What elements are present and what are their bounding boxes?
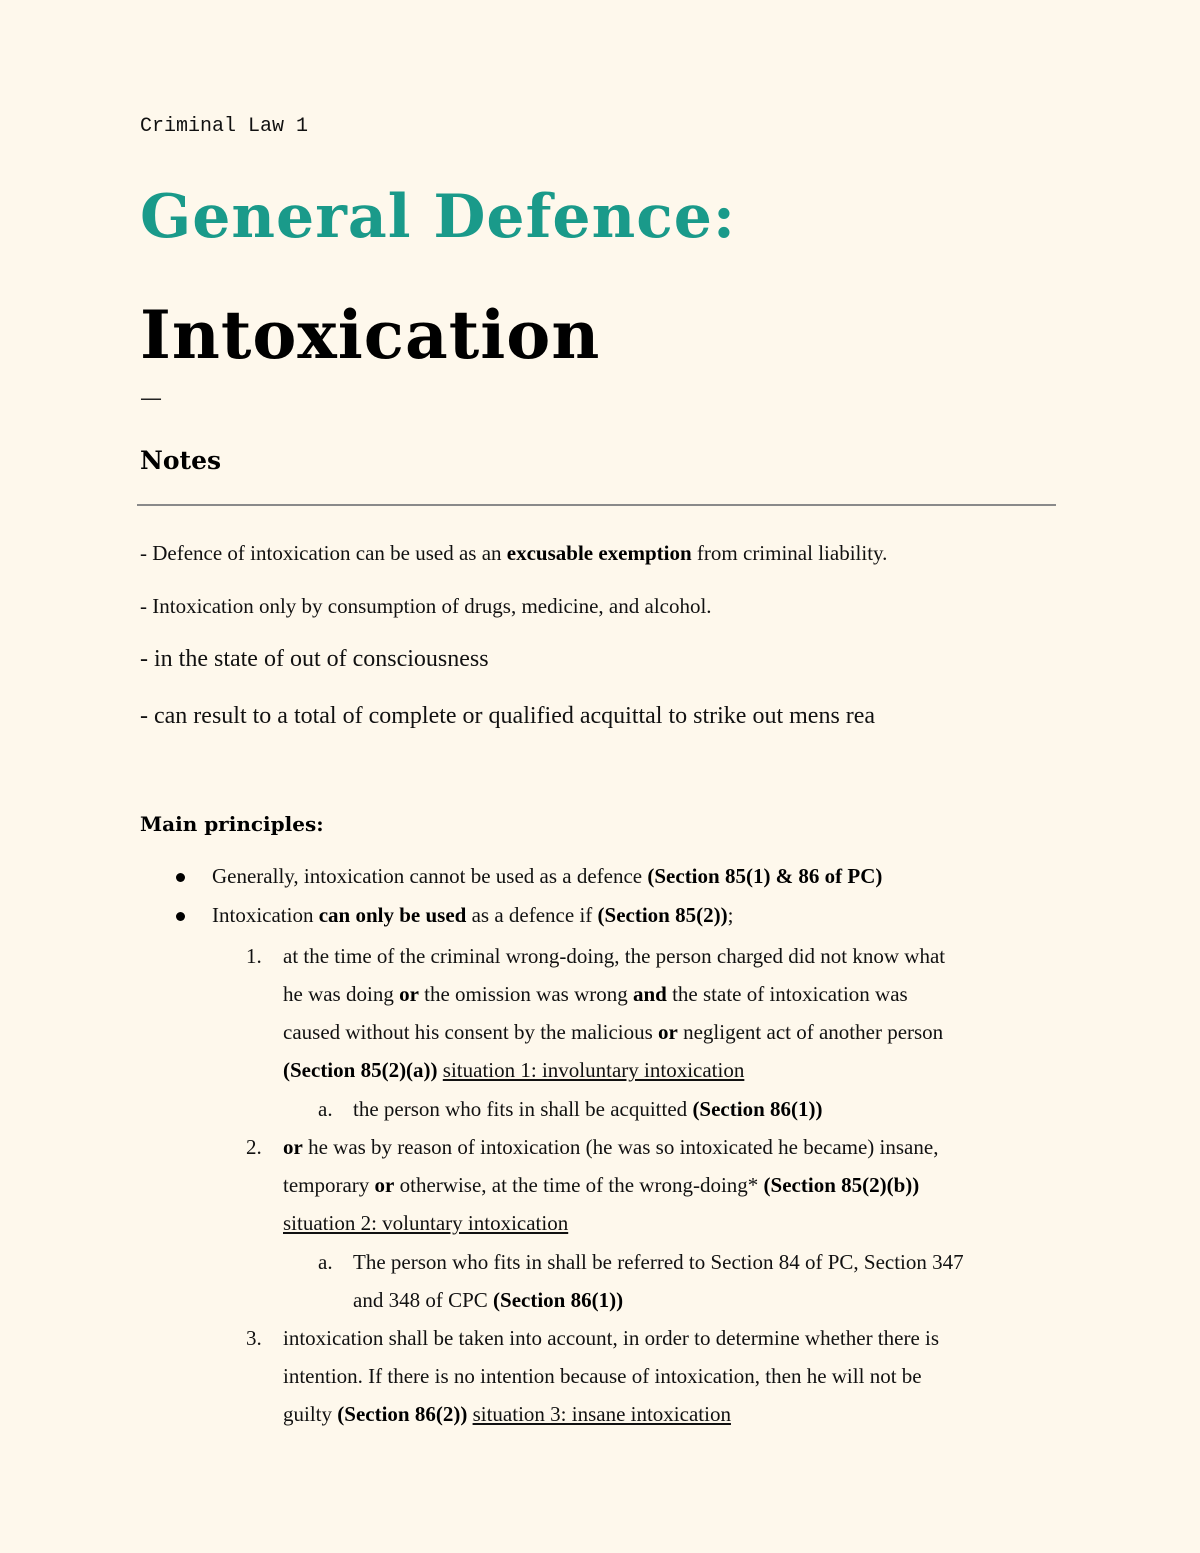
text-line bbox=[283, 1357, 1063, 1395]
text-part: the state of intoxication was bbox=[666, 982, 908, 1006]
text-line bbox=[283, 975, 1063, 1013]
bullet-dot-icon bbox=[176, 873, 185, 882]
section-reference: (Section 85(2)) bbox=[597, 903, 728, 927]
bullet-text bbox=[212, 864, 882, 889]
bullet-text bbox=[212, 903, 733, 928]
numbered-item-text bbox=[283, 1319, 1063, 1433]
text-line bbox=[283, 937, 1063, 975]
list-number: 2. bbox=[246, 1135, 262, 1159]
sub-item-text bbox=[353, 1090, 1073, 1128]
text-line bbox=[353, 1243, 1073, 1281]
bullet-text-part: Intoxication bbox=[212, 903, 319, 927]
text-line bbox=[283, 1204, 1063, 1242]
emphasis-or: or bbox=[283, 1135, 303, 1159]
main-principles-heading: Main principles: bbox=[140, 812, 324, 836]
text-part: intoxication shall be taken into account, in order to determine whether there is bbox=[283, 1326, 940, 1350]
title-dash: — bbox=[140, 386, 162, 411]
emphasis-and: and bbox=[632, 982, 667, 1006]
note-item: - Intoxication only by consumption of drugs, medicine, and alcohol. bbox=[140, 594, 712, 618]
text-part: negligent act of another person bbox=[677, 1020, 944, 1044]
section-reference: (Section 86(1)) bbox=[692, 1097, 823, 1121]
text-part: temporary bbox=[283, 1173, 375, 1197]
document-header-label: Criminal Law 1 bbox=[140, 115, 309, 138]
text-line bbox=[283, 1395, 1063, 1433]
situation-label: situation 3: insane intoxication bbox=[472, 1402, 731, 1426]
document-title: General Defence: bbox=[140, 182, 737, 252]
note-item: - in the state of out of consciousness bbox=[140, 646, 489, 672]
notes-heading: Notes bbox=[140, 446, 222, 475]
section-reference: (Section 85(2)(a)) bbox=[283, 1058, 438, 1082]
section-reference: (Section 86(2)) bbox=[337, 1402, 468, 1426]
numbered-item-text bbox=[283, 937, 1063, 1089]
text-line bbox=[353, 1281, 1073, 1319]
bullet-dot-icon bbox=[176, 912, 185, 921]
text-line bbox=[283, 1319, 1063, 1357]
sub-list-letter: a. bbox=[318, 1097, 333, 1121]
note-text: from criminal liability. bbox=[691, 541, 888, 565]
text-line bbox=[283, 1013, 1063, 1051]
text-part: the person who fits in shall be acquitted bbox=[353, 1097, 693, 1121]
sub-item-text bbox=[353, 1243, 1073, 1319]
text-part: guilty bbox=[283, 1402, 338, 1426]
text-part: and 348 of CPC bbox=[353, 1288, 494, 1312]
emphasis-or: or bbox=[399, 982, 419, 1006]
list-number: 3. bbox=[246, 1326, 262, 1350]
note-text: - Defence of intoxication can be used as an bbox=[140, 541, 507, 565]
text-line bbox=[283, 1128, 1063, 1166]
bullet-emphasis: can only be used bbox=[318, 903, 467, 927]
document-subtitle: Intoxication bbox=[140, 296, 601, 374]
note-emphasis: excusable exemption bbox=[506, 541, 692, 565]
text-part: he was by reason of intoxication (he was so intoxicated he became) insane, bbox=[302, 1135, 939, 1159]
text-part: otherwise, at the time of the wrong-doing* bbox=[394, 1173, 764, 1197]
numbered-item-text bbox=[283, 1128, 1063, 1242]
bullet-text-part: as a defence if bbox=[466, 903, 598, 927]
text-part: the omission was wrong bbox=[418, 982, 633, 1006]
section-reference: (Section 86(1)) bbox=[493, 1288, 624, 1312]
bullet-text-part: Generally, intoxication cannot be used as a defence bbox=[212, 864, 648, 888]
text-part: The person who fits in shall be referred to Section 84 of PC, Section 347 bbox=[353, 1250, 964, 1274]
emphasis-or: or bbox=[374, 1173, 395, 1197]
text-part: at the time of the criminal wrong-doing, the person charged did not know what bbox=[283, 944, 946, 968]
text-part: intention. If there is no intention because of intoxication, then he will not be bbox=[283, 1364, 922, 1388]
sub-list-letter: a. bbox=[318, 1250, 333, 1274]
emphasis-or: or bbox=[658, 1020, 678, 1044]
text-line bbox=[353, 1090, 1073, 1128]
list-number: 1. bbox=[246, 944, 262, 968]
bullet-text-part: ; bbox=[727, 903, 734, 927]
text-line bbox=[283, 1051, 1063, 1089]
situation-label: situation 1: involuntary intoxication bbox=[442, 1058, 745, 1082]
section-divider bbox=[137, 504, 1056, 506]
section-reference: (Section 85(2)(b)) bbox=[763, 1173, 920, 1197]
situation-label: situation 2: voluntary intoxication bbox=[283, 1211, 569, 1235]
text-line bbox=[283, 1166, 1063, 1204]
text-part: caused without his consent by the malicious bbox=[283, 1020, 659, 1044]
text-part: he was doing bbox=[283, 982, 400, 1006]
section-reference: (Section 85(1) & 86 of PC) bbox=[647, 864, 883, 888]
note-item: - can result to a total of complete or qualified acquittal to strike out mens rea bbox=[140, 703, 876, 729]
note-item bbox=[140, 541, 887, 566]
